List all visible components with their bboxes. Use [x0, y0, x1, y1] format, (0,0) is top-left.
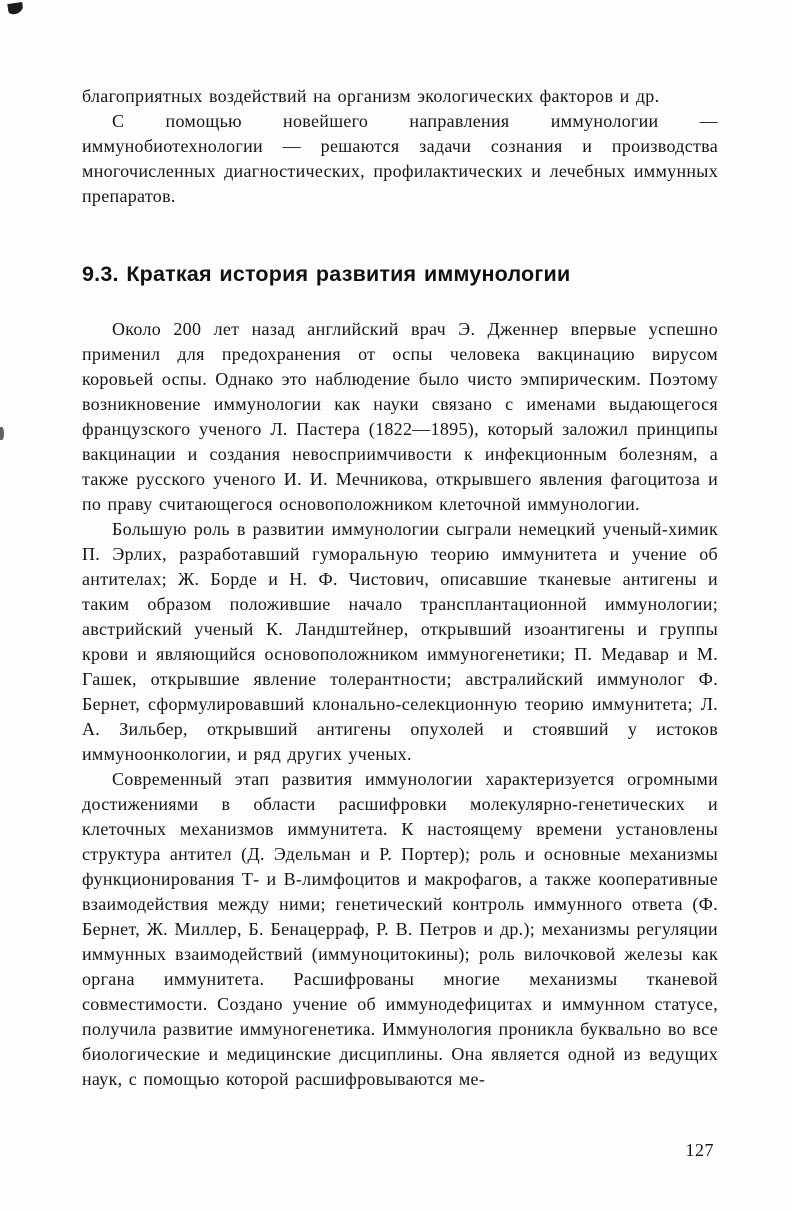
paragraph: Современный этап развития иммунологии характеризуется огромными достижениями в области расшифровки молекулярно-генетических и клеточных механизмов иммунитета. К настоящему времени установлены структура антител (Д. Эдельман и Р. Портер); роль и основные механизмы функционирования Т- и В-лимфоцитов и макрофагов, а также кооперативные взаимодействия между ними; генетический контроль иммунного ответа (Ф. Бернет, Ж. Миллер, Б. Бенацерраф, Р. В. Петров и др.); механизмы регуляции иммунных взаимодействий (иммуноцитокины); роль вилочковой железы как органа иммунитета. Расшифрованы многие механизмы тканевой совместимости. Создано учение об иммунодефицитах и иммунном статусе, получила развитие иммуногенетика. Иммунология проникла буквально во все биологические и медицинские дисциплины. Она является одной из ведущих наук, с помощью которой расшифровываются ме-: [82, 769, 718, 1089]
scan-artifact: [7, 2, 23, 15]
text-block: [82, 84, 718, 1092]
scan-artifact: [0, 427, 4, 440]
paragraph: С помощью новейшего направления иммунологии — иммунобиотехнологии — решаются задачи сознания и производства многочисленных диагностических, профилактических и лечебных иммунных препаратов.: [82, 111, 718, 206]
section-heading: 9.3. Краткая история развития иммунологии: [82, 262, 571, 286]
paragraph: Около 200 лет назад английский врач Э. Дженнер впервые успешно применил для предохранения от оспы человека вакцинацию вирусом коровьей оспы. Однако это наблюдение было чисто эмпирическим. Поэтому возникновение иммунологии как науки связано с именами выдающегося французского ученого Л. Пастера (1822—1895), который заложил принципы вакцинации и создания невосприимчивости к инфекционным болезням, а также русского ученого И. И. Мечникова, открывшего явления фагоцитоза и по праву считающегося основоположником клеточной иммунологии.: [82, 319, 718, 514]
paragraph: Большую роль в развитии иммунологии сыграли немецкий ученый-химик П. Эрлих, разработавший гуморальную теорию иммунитета и учение об антителах; Ж. Борде и Н. Ф. Чистович, описавшие тканевые антигены и таким образом положившие начало трансплантационной иммунологии; австрийский ученый К. Ландштейнер, открывший изоантигены и группы крови и являющийся основоположником иммуногенетики; П. Медавар и М. Гашек, открывшие явление толерантности; австралийский иммунолог Ф. Бернет, сформулировавший клонально-селекционную теорию иммунитета; Л. А. Зильбер, открывший антигены опухолей и стоявший у истоков иммуноонкологии, и ряд других ученых.: [82, 519, 718, 764]
paragraph-continuation: благоприятных воздействий на организм экологических факторов и др.: [82, 86, 660, 106]
page-number: 127: [685, 1140, 714, 1160]
